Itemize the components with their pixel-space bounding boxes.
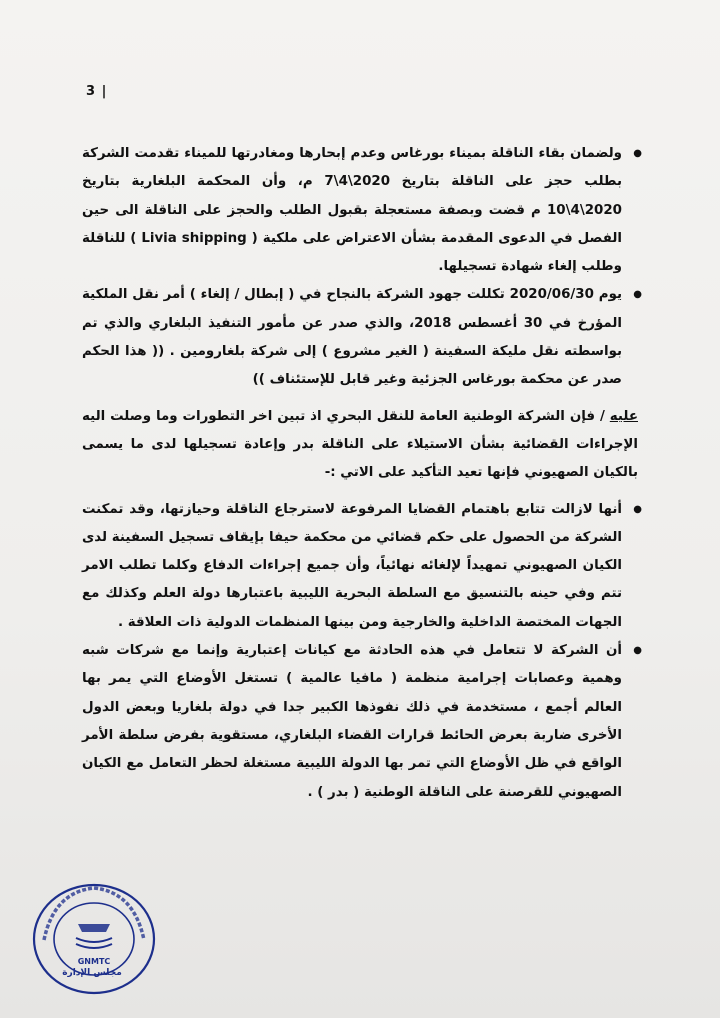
stamp-seal-icon [30,880,158,998]
statement-paragraph [82,403,642,488]
list-item: ● أن الشركة لا تتعامل في هذه الحادثة مع كيانات إعتبارية وإنما مع شركات شبه وهمية وعصابات إجرامية منظمة ( مافيا عالمية ) تستغل الأوضاع التي يمر بها العالم أجمع ، مستخدمة في ذلك نفوذها الكبير جدا في دولة بلغاريا وبعض الدول الأخرى ضاربة بعرض الحائط قرارات القضاء البلغاري، مستقوية بفرض سلطة الأمر الواقع في ظل الأوضاع التي تمر بها الدولة الليبية مستغلة لحظر التعامل مع الكيان الصهيوني للقرصنة على الناقلة الوطنية ( بدر ) . [82,637,622,807]
bullet-list-top [82,140,642,395]
svg-text:GNMTC: GNMTC [77,957,111,966]
document-body [82,140,642,807]
page-number: 3 | [86,84,108,99]
company-stamp [30,880,158,998]
list-item: ● أنها لازالت تتابع باهتمام القضايا المرفوعة لاسترجاع الناقلة وحيازتها، وقد تمكنت الشركة من الحصول على حكم قضائي من محكمة حيفا بإيقاف تسجيل السفينة لدى الكيان الصهيوني تمهيداً لإلغائه نهائياً، وأن جميع إجراءات الدفاع وكلما تطلب الامر تتم وفي حينه بالتنسيق مع السلطة البحرية الليبية باعتبارها دولة العلم وكذلك مع الجهات المختصة الداخلية والخارجية ومن بينها المنظمات الدولية ذات العلاقة . [82,496,622,637]
stamp-caption: مجلس الإدارة [62,968,122,978]
list-item: ● ولضمان بقاء الناقلة بميناء بورغاس وعدم إبحارها ومغادرتها للميناء تقدمت الشركة بطلب حجز على الناقلة بتاريخ 2020\4\7 م، وأن المحكمة البلغارية بتاريخ 2020\4\10 م قضت وبصفة مستعجلة بقبول الطلب والحجز على الناقلة الى حين الفصل في الدعوى المقدمة بشأن الاعتراض على ملكية ( Livia shipping ) للناقلة وطلب إلغاء شهادة تسجيلها. [82,140,622,281]
paragraph-text: / فإن الشركة الوطنية العامة للنقل البحري اذ تبين اخر التطورات وما وصلت اليه الإجراءات القضائية بشأن الاستيلاء على الناقلة بدر وإعادة تسجيلها لدى ما يسمى بالكيان الصهيوني فإنها تعيد التأكيد على الاتي :- [82,408,638,481]
paragraph-lead: عليه [609,408,638,424]
list-item: ● يوم 2020/06/30 تكللت جهود الشركة بالنجاح في ( إبطال / إلغاء ) أمر نقل الملكية المؤرخ في 30 أغسطس 2018، والذي صدر عن مأمور التنفيذ البلغاري والذي تم بواسطته نقل مليكة السفينة ( الغير مشروع ) إلى شركة بلغارومين . (( هذا الحكم صدر عن محكمة بورغاس الجزئية وغير قابل للإستئناف )) [82,281,622,394]
bullet-list-bottom [82,496,642,807]
